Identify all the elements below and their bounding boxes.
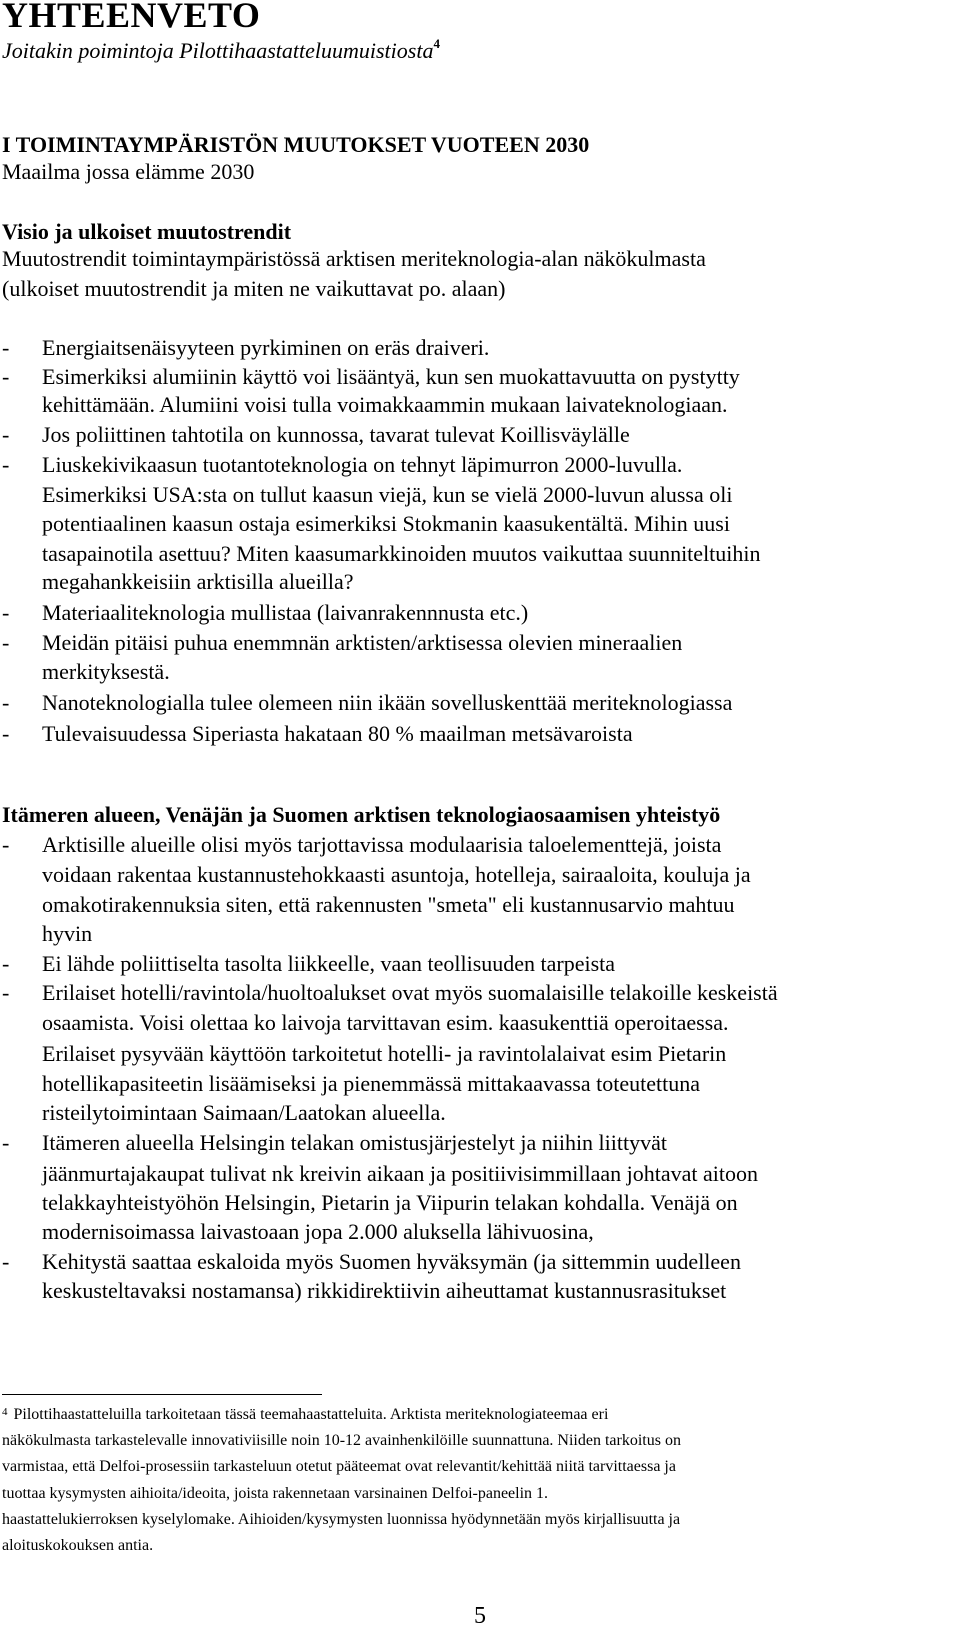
document-subtitle: [2, 38, 440, 64]
list-item: megahankkeisiin arktisilla alueilla?: [42, 569, 354, 594]
bullet-dash: -: [2, 630, 10, 655]
list-item: hotellikapasiteetin lisäämiseksi ja pienemmässä mittakaavassa toteutettuna: [42, 1071, 700, 1096]
section2-intro: (ulkoiset muutostrendit ja miten ne vaikuttavat po. alaan): [2, 276, 506, 301]
bullet-dash: -: [2, 832, 10, 857]
list-item: telakkayhteistyöhön Helsingin, Pietarin ja Viipurin telakan kohdalla. Venäjä on: [42, 1190, 738, 1215]
bullet-dash: -: [2, 364, 10, 389]
footnote-line: näkökulmasta tarkastelevalle innovativiisille noin 10-12 avainhenkilöille suunnattuna. Niiden tarkoitus on: [2, 1432, 681, 1449]
bullet-dash: -: [2, 452, 10, 477]
list-item: tasapainotila asettuu? Miten kaasumarkkinoiden muutos vaikuttaa suunniteltuihin: [42, 541, 761, 566]
list-item: Energiaitsenäisyyteen pyrkiminen on eräs draiveri.: [42, 335, 490, 360]
list-item: Esimerkiksi alumiinin käyttö voi lisääntyä, kun sen muokattavuutta on pystytty: [42, 364, 740, 389]
section3-heading: Itämeren alueen, Venäjän ja Suomen arktisen teknologiaosaamisen yhteistyö: [2, 802, 721, 827]
list-item: Liuskekivikaasun tuotantoteknologia on tehnyt läpimurron 2000-luvulla.: [42, 452, 683, 477]
footnote-separator: [2, 1394, 322, 1395]
bullet-dash: -: [2, 1249, 10, 1274]
list-item: Itämeren alueella Helsingin telakan omistusjärjestelyt ja niihin liittyvät: [42, 1130, 667, 1155]
list-item: jäänmurtajakaupat tulivat nk kreivin aikaan ja positiivisimmillaan johtavat aitoon: [42, 1161, 759, 1186]
document-title: YHTEENVETO: [2, 0, 261, 35]
bullet-dash: -: [2, 980, 10, 1005]
footnote-line: [2, 1402, 608, 1429]
list-item: potentiaalinen kaasun ostaja esimerkiksi Stokmanin kaasukentältä. Mihin uusi: [42, 511, 730, 536]
footnote-line: haastattelukierroksen kyselylomake. Aihioiden/kysymysten luonnissa hyödynnetään myös kirjallisuutta ja: [2, 1511, 681, 1528]
section2-intro: Muutostrendit toimintaympäristössä arktisen meriteknologia-alan näkökulmasta: [2, 246, 706, 271]
list-item: Erilaiset hotelli/ravintola/huoltoalukset ovat myös suomalaisille telakoille keskeistä: [42, 980, 778, 1005]
list-item: Tulevaisuudessa Siperiasta hakataan 80 % maailman metsävaroista: [42, 721, 633, 746]
bullet-dash: -: [2, 335, 10, 360]
bullet-dash: -: [2, 600, 10, 625]
page-number: 5: [474, 1603, 486, 1629]
footnote-line: aloituskokouksen antia.: [2, 1537, 154, 1554]
bullet-dash: -: [2, 721, 10, 746]
footnote-line: tuottaa kysymysten aihioita/ideoita, joista rakennetaan varsinainen Delfoi-paneelin 1.: [2, 1485, 549, 1502]
list-item: merkityksestä.: [42, 659, 170, 684]
bullet-dash: -: [2, 951, 10, 976]
subtitle-text: Joitakin poimintoja Pilottihaastatteluumuistiosta: [2, 38, 434, 63]
footnote-reference: 4: [433, 36, 440, 51]
bullet-dash: -: [2, 422, 10, 447]
list-item: keskusteltavaksi nostamansa) rikkidirektiivin aiheuttamat kustannusrasitukset: [42, 1278, 727, 1303]
list-item: Arktisille alueille olisi myös tarjottavissa modulaarisia taloelementtejä, joista: [42, 832, 722, 857]
footnote-text: Pilottihaastatteluilla tarkoitetaan tässä teemahaastatteluita. Arktista meriteknologiateemaa eri: [13, 1406, 609, 1423]
list-item: omakotirakennuksia siten, että rakennusten "smeta" eli kustannusarvio mahtuu: [42, 892, 735, 917]
section1-subheading: Maailma jossa elämme 2030: [2, 159, 255, 184]
list-item: Nanoteknologialla tulee olemeen niin ikään sovelluskenttää meriteknologiassa: [42, 690, 733, 715]
list-item: Jos poliittinen tahtotila on kunnossa, tavarat tulevat Koillisväylälle: [42, 422, 630, 447]
footnote-line: varmistaa, että Delfoi-prosessiin tarkasteluun otetut pääteemat ovat relevantit/kehittää niitä tarvittaessa ja: [2, 1458, 676, 1475]
section2-heading: Visio ja ulkoiset muutostrendit: [2, 219, 292, 244]
bullet-dash: -: [2, 1130, 10, 1155]
list-item: hyvin: [42, 921, 93, 946]
list-item: risteilytoimintaan Saimaan/Laatokan alueella.: [42, 1100, 446, 1125]
list-item: osaamista. Voisi olettaa ko laivoja tarvittavan esim. kaasukenttiä operoitaessa.: [42, 1010, 729, 1035]
list-item: kehittämään. Alumiini voisi tulla voimakkaammin mukaan laivateknologiaan.: [42, 392, 728, 417]
section1-heading: I TOIMINTAYMPÄRISTÖN MUUTOKSET VUOTEEN 2030: [2, 132, 590, 157]
footnote-number: 4: [2, 1406, 8, 1418]
list-item: Kehitystä saattaa eskaloida myös Suomen hyväksymän (ja sittemmin uudelleen: [42, 1249, 741, 1274]
list-item: modernisoimassa laivastoaan jopa 2.000 aluksella lähivuosina,: [42, 1219, 594, 1244]
list-item: Erilaiset pysyvään käyttöön tarkoitetut hotelli- ja ravintolalaivat esim Pietarin: [42, 1041, 727, 1066]
list-item: Meidän pitäisi puhua enemmnän arktisten/arktisessa olevien mineraalien: [42, 630, 683, 655]
list-item: voidaan rakentaa kustannustehokkaasti asuntoja, hotelleja, sairaaloita, kouluja ja: [42, 862, 751, 887]
list-item: Ei lähde poliittiselta tasolta liikkeelle, vaan teollisuuden tarpeista: [42, 951, 616, 976]
list-item: Esimerkiksi USA:sta on tullut kaasun viejä, kun se vielä 2000-luvun alussa oli: [42, 482, 733, 507]
bullet-dash: -: [2, 690, 10, 715]
list-item: Materiaaliteknologia mullistaa (laivanrakennnusta etc.): [42, 600, 529, 625]
